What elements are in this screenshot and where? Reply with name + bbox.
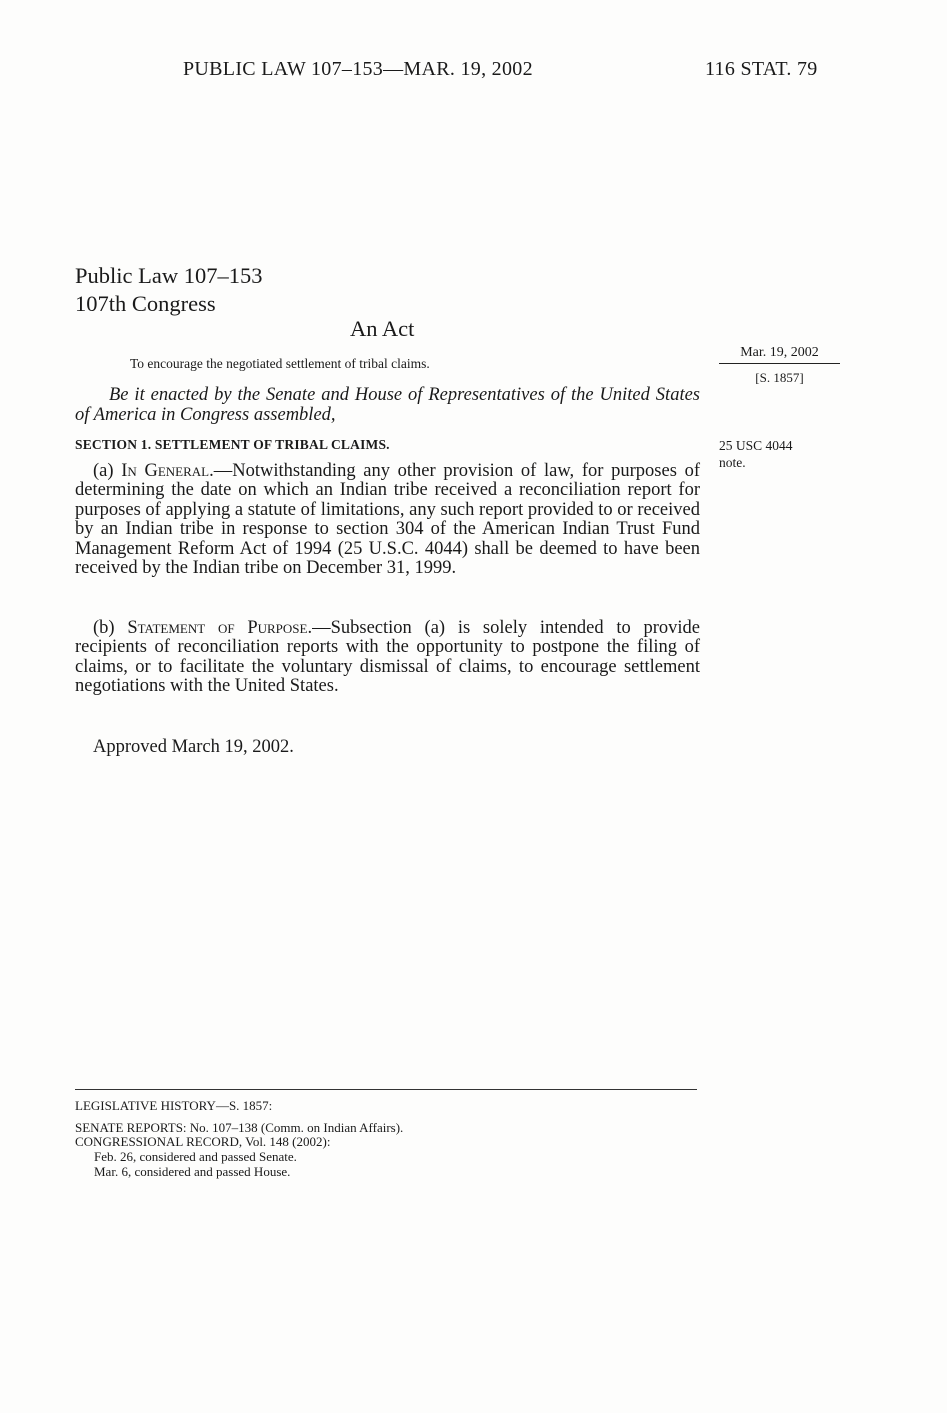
- enacting-clause: Be it enacted by the Senate and House of Representatives of the United States of America in Congress assembled,: [75, 385, 700, 425]
- legislative-history-line: CONGRESSIONAL RECORD, Vol. 148 (2002):: [75, 1134, 331, 1149]
- margin-note-usc: [719, 437, 793, 471]
- margin-note-usc-citation: 25 USC 4044: [719, 438, 793, 453]
- subsection-a: [75, 462, 700, 578]
- subsection-b-label: (b): [93, 618, 128, 638]
- margin-note-date: Mar. 19, 2002: [719, 345, 840, 364]
- congress-number: 107th Congress: [75, 291, 216, 316]
- approval-date: Approved March 19, 2002.: [93, 737, 294, 757]
- legislative-history-heading: LEGISLATIVE HISTORY—S. 1857:: [75, 1098, 273, 1113]
- subsection-a-heading: In General: [121, 461, 210, 481]
- subsection-b-text: .—Subsection (a) is solely intended to provide recipients of reconciliation reports with the opportunity to postpone the filing of claims, or to facilitate the voluntary dismissal of claims, to encourage settlement negotiations with the United States.: [75, 618, 701, 697]
- public-law-number: Public Law 107–153: [75, 263, 263, 288]
- legislative-history-line: Mar. 6, considered and passed House.: [94, 1164, 291, 1179]
- subsection-a-text: .—Notwithstanding any other provision of law, for purposes of determining the date on which an Indian tribe received a reconciliation report for purposes of applying a statute of limitations, any such report provided to or received by an Indian tribe in response to section 304 of the American Indian Trust Fund Management Reform Act of 1994 (25 U.S.C. 4044) shall be deemed to have been received by the Indian tribe on December 31, 1999.: [75, 461, 700, 579]
- legislative-history-line: Feb. 26, considered and passed Senate.: [94, 1149, 297, 1164]
- act-purpose: To encourage the negotiated settlement of tribal claims.: [130, 356, 430, 371]
- section-heading: SECTION 1. SETTLEMENT OF TRIBAL CLAIMS.: [75, 437, 390, 452]
- subsection-b: [75, 619, 700, 697]
- margin-note-bill: [S. 1857]: [755, 370, 804, 385]
- subsection-b-heading: Statement of Purpose: [127, 618, 308, 638]
- subsection-a-label: (a): [93, 461, 122, 481]
- law-title-block: [75, 262, 262, 318]
- running-head-title: PUBLIC LAW 107–153—MAR. 19, 2002: [183, 58, 533, 80]
- act-title: An Act: [350, 316, 415, 341]
- statutes-page-number: 116 STAT. 79: [705, 58, 818, 80]
- margin-note-usc-note: note.: [719, 455, 746, 470]
- footnote-divider: [75, 1089, 697, 1090]
- legislative-history-line: SENATE REPORTS: No. 107–138 (Comm. on Indian Affairs).: [75, 1120, 404, 1135]
